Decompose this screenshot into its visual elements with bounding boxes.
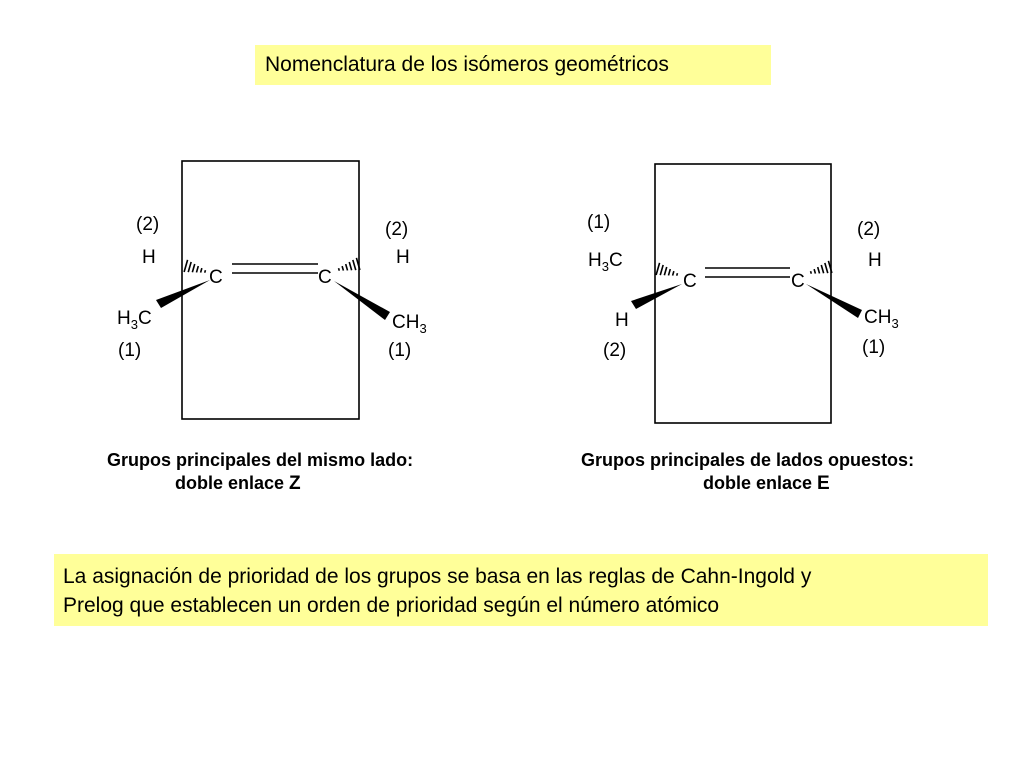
- e-top-left-hashed-bond: [656, 263, 679, 281]
- z-carbon-left: C: [209, 267, 223, 288]
- e-carbon-left: C: [683, 271, 697, 292]
- z-top-left-hashed-bond: [184, 260, 207, 278]
- page-title: Nomenclatura de los isómeros geométricos: [265, 53, 669, 76]
- e-top-right-priority: (2): [857, 219, 881, 240]
- z-carbon-right: C: [318, 267, 332, 288]
- note-box: [54, 554, 988, 626]
- e-bottom-left-priority: (2): [603, 340, 627, 361]
- e-carbon-right: C: [791, 271, 805, 292]
- e-caption-line1: Grupos principales de lados opuestos:: [581, 450, 915, 470]
- z-top-right-hashed-bond: [337, 258, 360, 276]
- z-top-left-priority: (2): [136, 214, 160, 235]
- z-bottom-left-priority: (1): [118, 340, 142, 361]
- e-bottom-left-wedge-bond: [631, 284, 682, 309]
- z-top-right-priority: (2): [385, 219, 409, 240]
- z-bottom-right-priority: (1): [388, 340, 412, 361]
- e-top-left-priority: (1): [587, 212, 611, 233]
- z-bottom-right-wedge-bond: [334, 281, 390, 320]
- e-frame: [655, 164, 831, 423]
- e-bottom-right-wedge-bond: [806, 284, 862, 318]
- z-config-letter: Z: [289, 473, 301, 494]
- e-bottom-right-priority: (1): [862, 337, 886, 358]
- e-bottom-left-group: H: [615, 310, 629, 331]
- e-top-right-hashed-bond: [809, 261, 832, 279]
- note-line-1: La asignación de prioridad de los grupos se basa en las reglas de Cahn-Ingold y: [63, 565, 812, 588]
- z-bottom-left-group: $H_3C$: [117, 308, 152, 332]
- note-line-2: Prelog que establecen un orden de prioridad según el número atómico: [63, 594, 720, 617]
- e-top-left-group: $H_3C$: [588, 250, 623, 274]
- z-bottom-right-group: $CH_3$: [392, 312, 427, 336]
- e-config-letter: E: [817, 473, 830, 494]
- e-caption-line2: doble enlace E: [703, 473, 830, 494]
- z-top-left-group: H: [142, 247, 156, 268]
- z-top-right-group: H: [396, 247, 410, 268]
- z-bottom-left-wedge-bond: [156, 280, 210, 308]
- z-isomer: [107, 161, 427, 494]
- e-isomer: [581, 164, 914, 494]
- z-caption-line1: Grupos principales del mismo lado:: [107, 450, 414, 470]
- z-frame: [182, 161, 359, 419]
- z-caption-line2: doble enlace Z: [175, 473, 301, 494]
- e-top-right-group: H: [868, 250, 882, 271]
- e-bottom-right-group: $CH_3$: [864, 307, 899, 331]
